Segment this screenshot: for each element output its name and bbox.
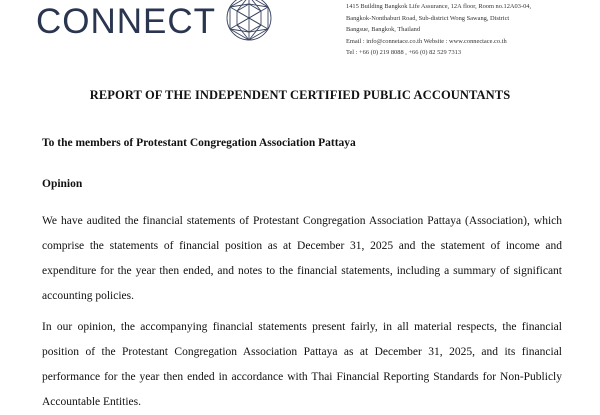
address-line: Bangkok-Nonthaburi Road, Sub-district Wong Sawang, District	[346, 14, 510, 22]
contact-email-website: Email : info@connetace.co.th Website : www.connectace.co.th	[346, 37, 507, 45]
company-address	[346, 1, 596, 59]
company-logo-text: CONNECT	[36, 2, 217, 41]
geodesic-globe-icon	[225, 0, 273, 42]
address-line: Bangsue, Bangkok, Thailand	[346, 26, 421, 33]
contact-phone: Tel : +66 (0) 219 8088 , +66 (0) 82 529 7313	[346, 49, 462, 56]
addressee-line: To the members of Protestant Congregation Association Pattaya	[42, 137, 356, 149]
opinion-paragraph: In our opinion, the accompanying financial statements present fairly, in all material respects, the financial position of the Protestant Congregation Association Pattaya as at December 31, 2025, and its financial performance for the year then ended in accordance with Thai Financial Reporting Standards for Non-Publicly Accountable Entities.	[42, 321, 562, 408]
letterhead	[0, 0, 600, 75]
section-heading-opinion: Opinion	[42, 178, 83, 190]
audit-scope-paragraph: We have audited the financial statements of Protestant Congregation Association Pattaya (Association), which comprise the statements of financial position as at December 31, 2025 and the statement of income and expenditure for the year then ended, and notes to the financial statements, including a summary of significant accounting policies.	[42, 215, 562, 302]
report-title: REPORT OF THE INDEPENDENT CERTIFIED PUBLIC ACCOUNTANTS	[89, 88, 511, 102]
address-line: 1415 Building Bangkok Life Assurance, 12A floor, Room no.12A03-04,	[346, 3, 532, 10]
